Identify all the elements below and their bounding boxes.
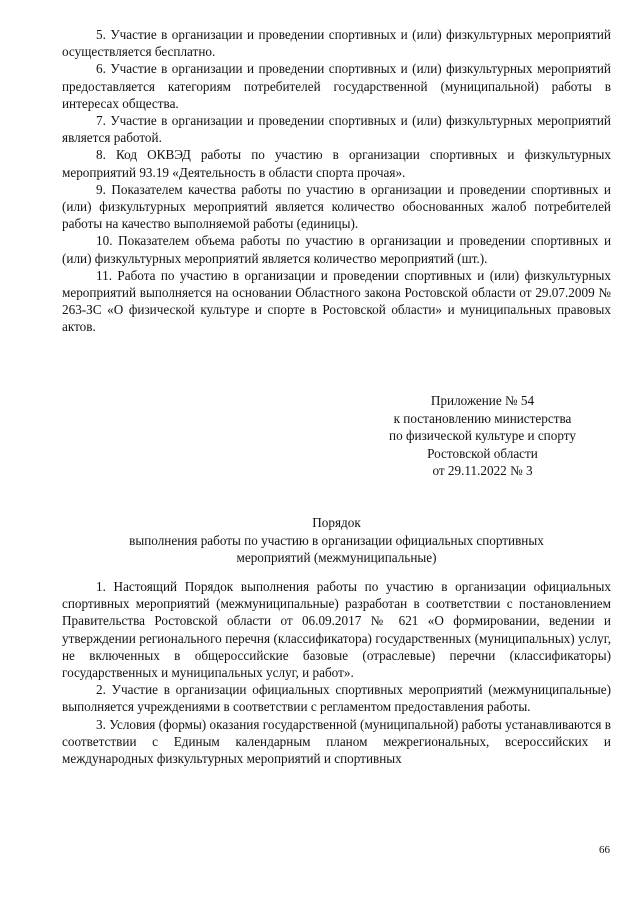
title-subject-cont: мероприятий (межмуниципальные) xyxy=(236,550,437,565)
paragraph-11: 11. Работа по участию в организации и проведении спортивных и (или) физкультурных мероприятий выполняется на основании Областного закона Ростовской области от 29.07.2009 № 263-ЗС «О физической культуре и спорте в Ростовской области» и муниципальных правовых актов. xyxy=(62,267,611,335)
appendix-date: от 29.11.2022 № 3 xyxy=(432,463,533,478)
paragraph-2: 2. Участие в организации официальных спортивных мероприятий (межмуниципальные) выполняется учреждениями в соответствии с регламентом предоставления работы. xyxy=(62,682,611,715)
procedure-body xyxy=(62,578,611,767)
paragraph-10: 10. Показателем объема работы по участию в организации и проведении спортивных и (или) физкультурных мероприятий является количество мероприятий (шт.). xyxy=(62,233,611,266)
paragraph-8: 8. Код ОКВЭД работы по участию в организации спортивных и физкультурных мероприятий 93.19 «Деятельность в области спорта прочая». xyxy=(62,147,611,180)
appendix-header xyxy=(360,392,605,480)
paragraph-7: 7. Участие в организации и проведении спортивных и (или) физкультурных мероприятий является работой. xyxy=(62,113,611,146)
appendix-ministry: по физической культуре и спорту xyxy=(389,428,576,443)
title-subject: выполнения работы по участию в организации официальных спортивных xyxy=(129,532,544,548)
appendix-number: Приложение № 54 xyxy=(430,393,535,408)
page-number: 66 xyxy=(599,844,610,856)
title-heading: Порядок xyxy=(312,515,361,530)
appendix-reference: к постановлению министерства xyxy=(393,410,572,426)
paragraph-1: 1. Настоящий Порядок выполнения работы по участию в организации официальных спортивных мероприятий (межмуниципальные) разработан в соответствии с постановлением Правительства Ростовской области от 06.09.2017 № 621 «О формировании, ведении и утверждении регионального перечня (классификатора) государственных (муниципальных) услуг, не включенных в общероссийские базовые (отраслевые) перечни (классификаторы) государственных и муниципальных услуг, и работ». xyxy=(62,579,611,681)
document-title xyxy=(62,514,611,567)
paragraph-6: 6. Участие в организации и проведении спортивных и (или) физкультурных мероприятий предоставляется категориям потребителей государственной (муниципальной) работы в интересах общества. xyxy=(62,61,611,111)
paragraph-3: 3. Условия (формы) оказания государственной (муниципальной) работы устанавливаются в соответствии с Единым календарным планом межрегиональных, всероссийских и международных физкультурных мероприятий и спортивных xyxy=(62,716,611,767)
paragraph-9: 9. Показателем качества работы по участию в организации и проведении спортивных и (или) физкультурных мероприятий является количество обоснованных жалоб потребителей работы на качество выполняемой работы (единицы). xyxy=(62,181,611,232)
paragraph-5: 5. Участие в организации и проведении спортивных и (или) физкультурных мероприятий осуществляется бесплатно. xyxy=(62,27,611,60)
appendix-region: Ростовской области xyxy=(427,445,538,461)
procedure-continuation xyxy=(62,26,611,336)
